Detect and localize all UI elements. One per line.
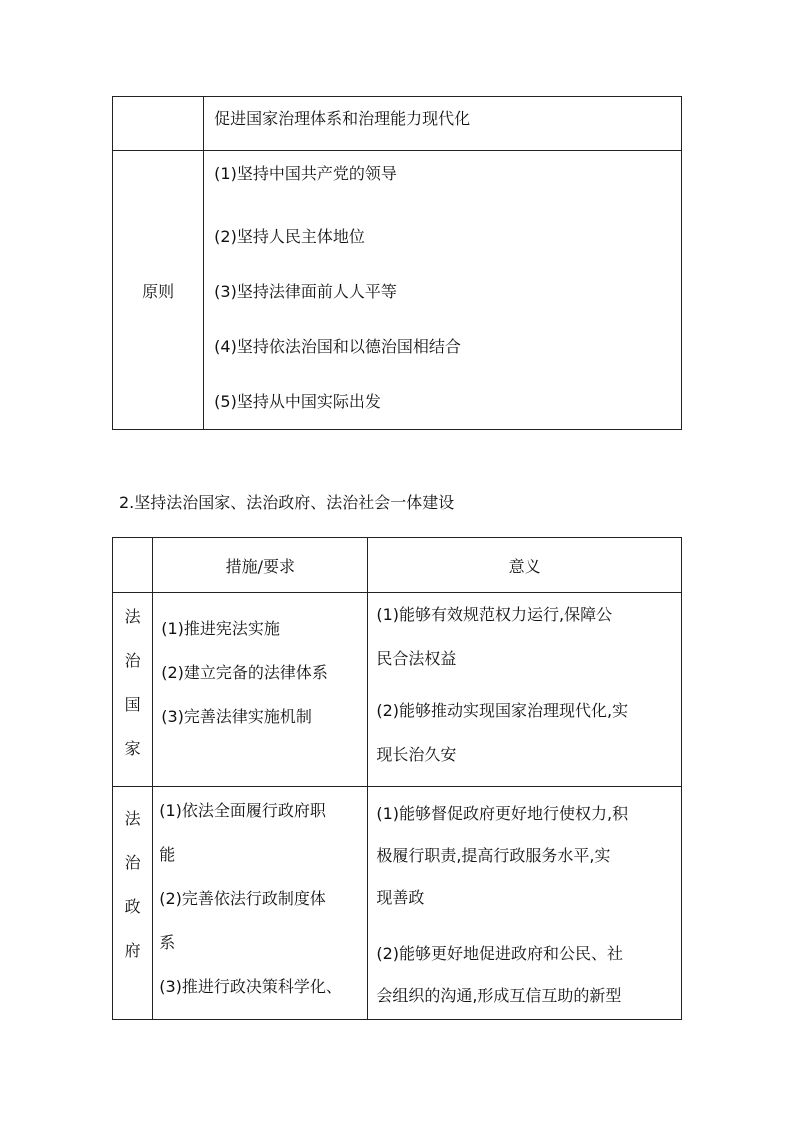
significance-line: (1)能够督促政府更好地行使权力,积 [376, 804, 629, 823]
principles-cell [204, 151, 682, 430]
principles-label: 原则 [113, 151, 204, 430]
goal-cell [204, 97, 682, 151]
row-label-char: 府 [124, 941, 141, 960]
principle-item: (1)坚持中国共产党的领导 [214, 164, 397, 183]
row-label-char: 法 [124, 607, 141, 626]
construction-table [112, 537, 682, 1020]
significance-line: 现长治久安 [376, 745, 457, 764]
principle-item: (5)坚持从中国实际出发 [214, 392, 381, 411]
measure-line: (1)依法全面履行政府职 [159, 801, 326, 820]
header-row [113, 538, 682, 593]
measures-cell-nation [153, 593, 368, 787]
significance-line: 民合法权益 [376, 649, 457, 668]
principles-table [112, 96, 682, 430]
measure-line: (2)完善依法行政制度体 [159, 889, 326, 908]
significance-line: (1)能够有效规范权力运行,保障公 [376, 605, 613, 624]
measure-line: 能 [159, 845, 176, 864]
measure-line: (2)建立完备的法律体系 [161, 663, 328, 682]
principles-row [113, 151, 682, 430]
principle-item: (3)坚持法律面前人人平等 [214, 282, 397, 301]
significance-cell-nation [368, 593, 682, 787]
significance-line: 极履行职责,提高行政服务水平,实 [376, 846, 611, 865]
measure-line: (3)推进行政决策科学化、 [159, 977, 342, 996]
significance-line: (2)能够更好地促进政府和公民、社 [376, 944, 623, 963]
row-label-char: 治 [124, 853, 141, 872]
section-heading: 2.坚持法治国家、法治政府、法治社会一体建设 [119, 493, 455, 512]
header-measures: 措施/要求 [153, 538, 368, 593]
measures-cell-government [153, 787, 368, 1020]
table-row-government [113, 787, 682, 1020]
header-corner-cell [113, 538, 153, 593]
significance-line: (2)能够推动实现国家治理现代化,实 [376, 701, 629, 720]
row-label-nation [113, 593, 153, 787]
table-row-nation [113, 593, 682, 787]
row-label-char: 家 [124, 739, 141, 758]
principle-item: (2)坚持人民主体地位 [214, 227, 365, 246]
goal-text: 促进国家治理体系和治理能力现代化 [214, 109, 471, 128]
significance-cell-government [368, 787, 682, 1020]
row-label-char: 法 [124, 809, 141, 828]
goal-label-cell [113, 97, 204, 151]
measure-line: 系 [159, 933, 176, 952]
significance-line: 会组织的沟通,形成互信互助的新型 [376, 986, 622, 1005]
row-label-char: 国 [124, 695, 141, 714]
header-significance: 意义 [368, 538, 682, 593]
principle-item: (4)坚持依法治国和以德治国相结合 [214, 337, 461, 356]
row-label-government [113, 787, 153, 1020]
row-label-char: 治 [124, 651, 141, 670]
measure-line: (3)完善法律实施机制 [161, 707, 312, 726]
row-label-char: 政 [124, 897, 141, 916]
goal-row [113, 97, 682, 151]
significance-line: 现善政 [376, 888, 425, 907]
measure-line: (1)推进宪法实施 [161, 619, 280, 638]
